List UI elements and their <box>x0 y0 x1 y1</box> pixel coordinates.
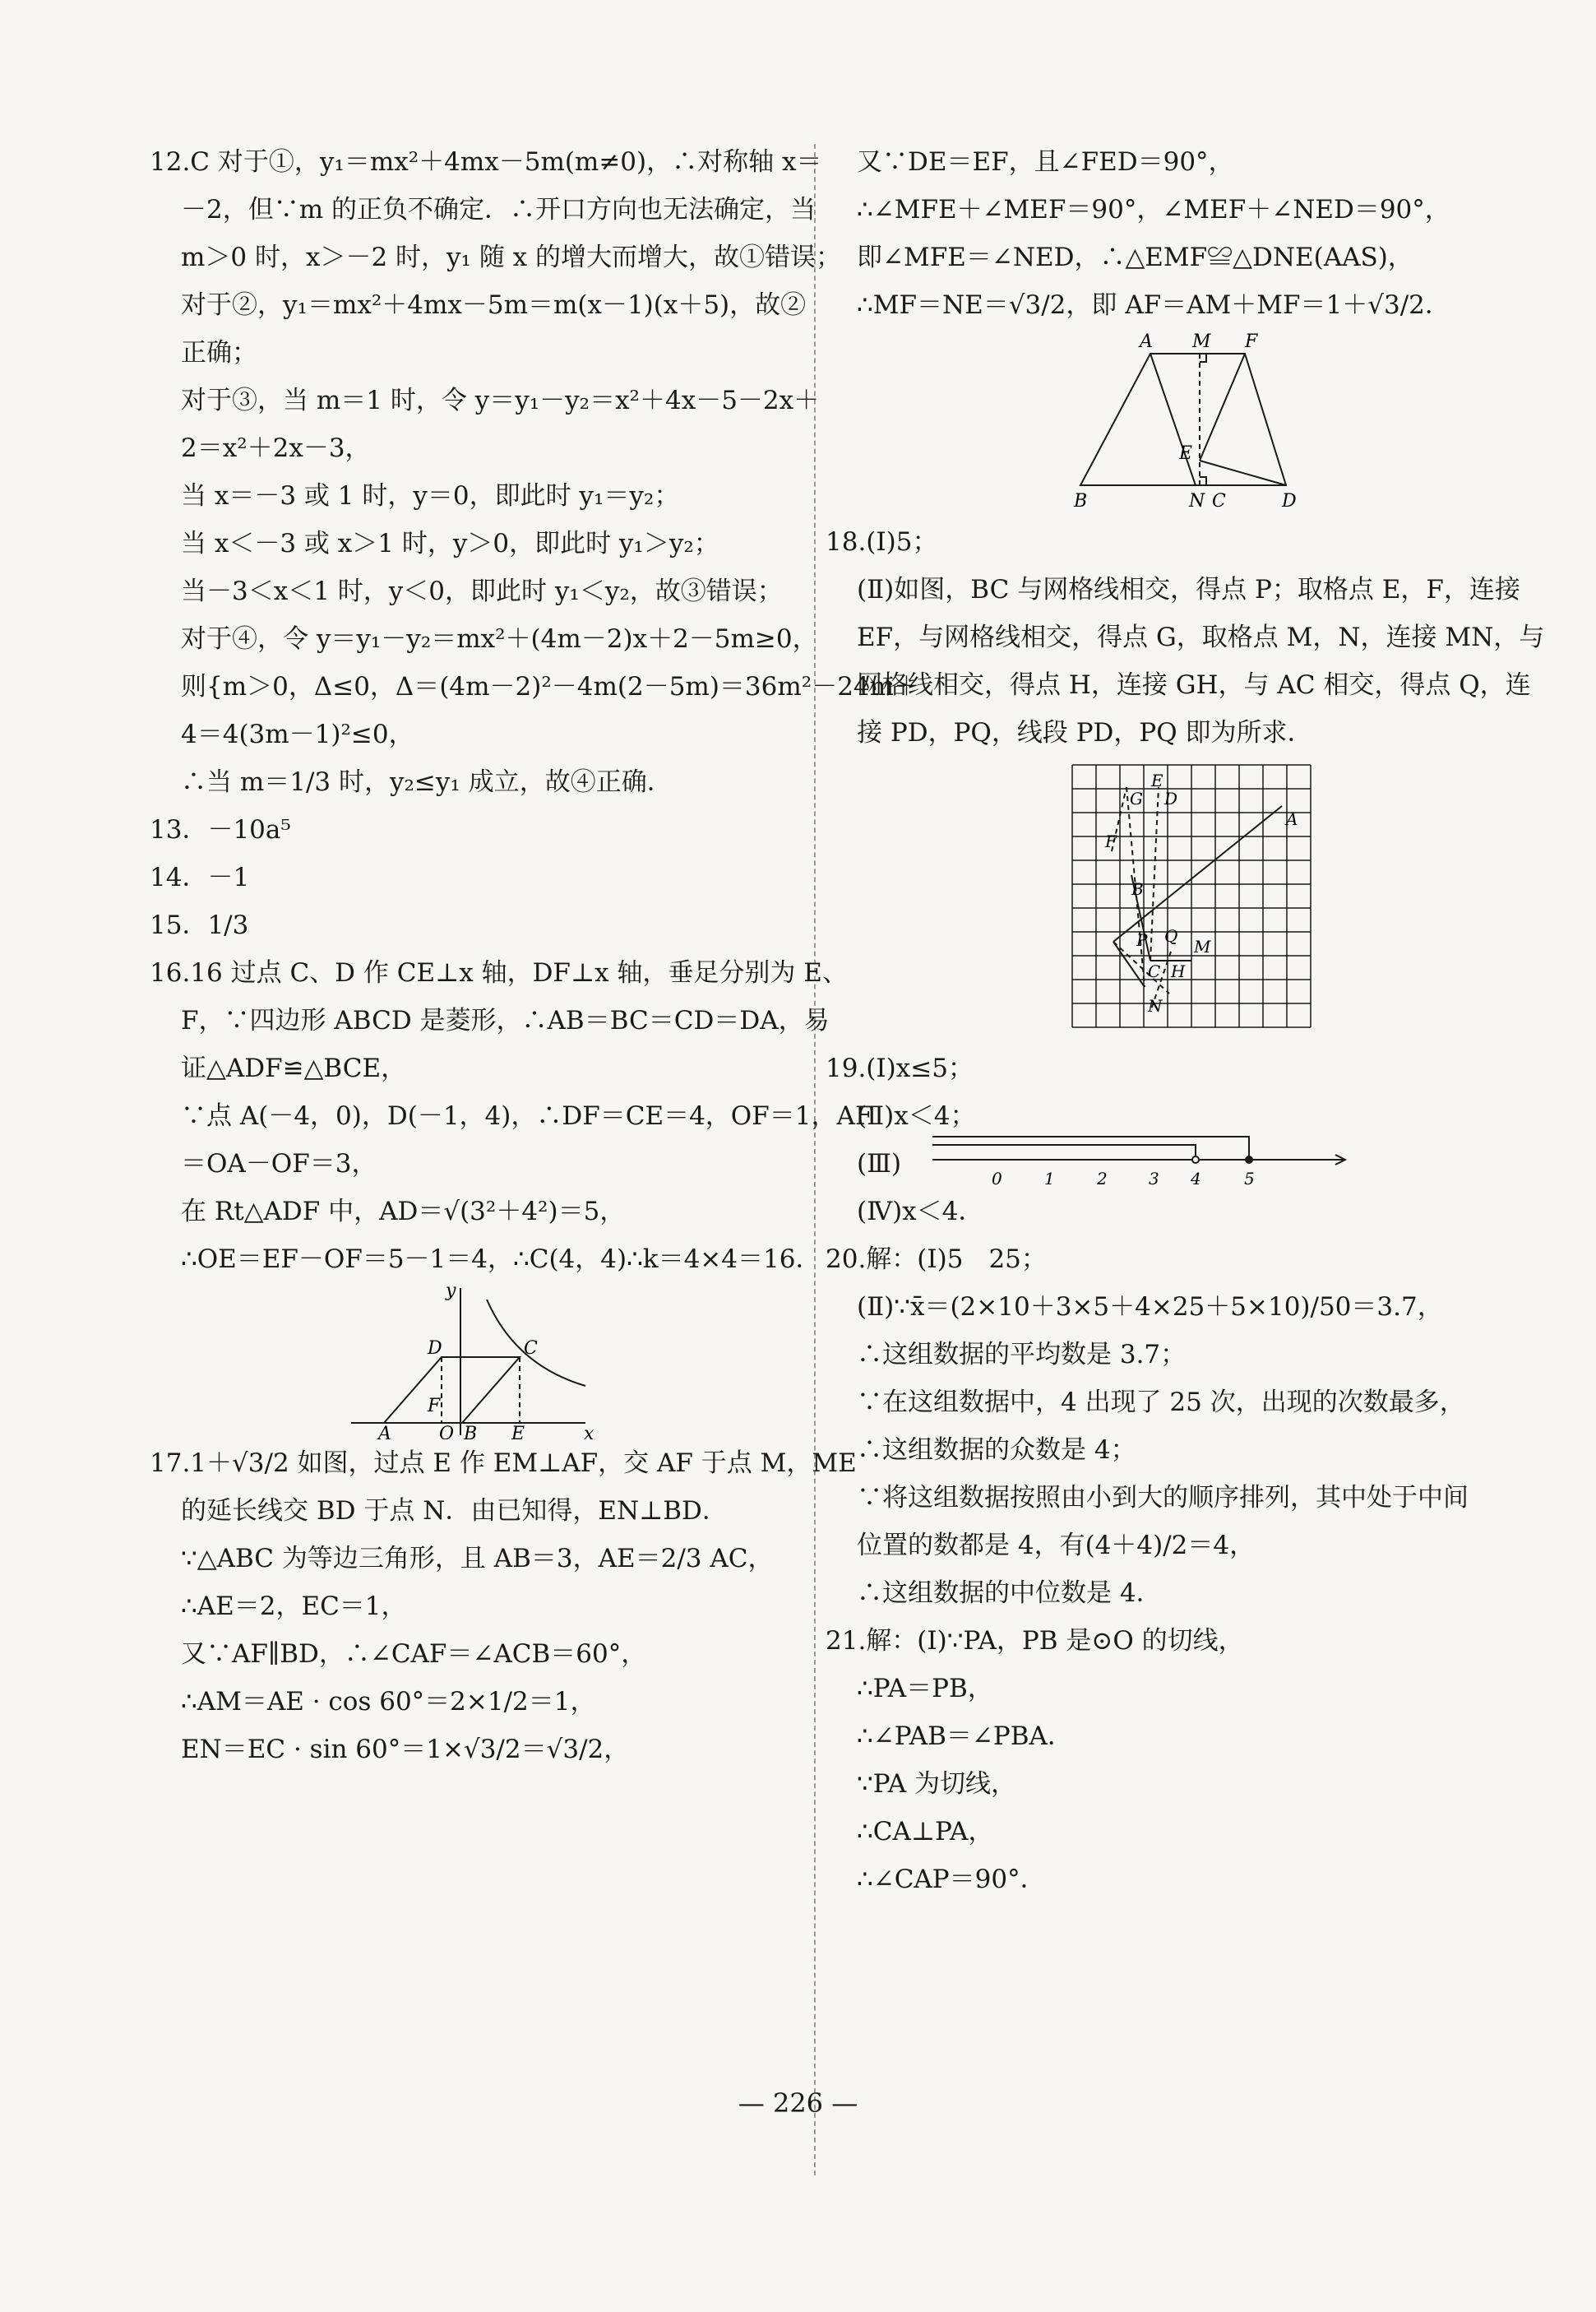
answer-18 <box>826 518 1545 757</box>
point-label-o: O <box>439 1424 455 1439</box>
text-line: EN＝EC · sin 60°＝1×√3/2＝√3/2， <box>181 1735 630 1764</box>
point-label-g: G <box>1130 789 1143 809</box>
text-line: ∴这组数据的众数是 4； <box>857 1435 1136 1465</box>
text-line: ∴PA＝PB， <box>857 1674 993 1703</box>
text-line: 网格线相交，得点 H，连接 GH，与 AC 相交，得点 Q，连 <box>857 670 1531 700</box>
point-label-m: M <box>1192 331 1211 352</box>
text-line: ∵点 A(－4，0)，D(－1，4)，∴DF＝CE＝4，OF＝1，AF <box>181 1101 873 1131</box>
point-label-c: C <box>1148 961 1161 981</box>
text-line: ∴当 m＝1/3 时，y₂≤y₁ 成立，故④正确． <box>181 767 673 797</box>
text-line: ∴∠MFE＋∠MEF＝90°，∠MEF＋∠NED＝90°， <box>857 195 1450 225</box>
answer-14: 14．－1 <box>150 863 250 892</box>
text-line: －2，但∵m 的正负不确定．∴开口方向也无法确定，当 <box>181 195 816 225</box>
answer-17-continued <box>826 138 1508 329</box>
text-line: ∵△ABC 为等边三角形，且 AB＝3，AE＝2/3 AC， <box>181 1544 774 1573</box>
text-line: 16.16 过点 C、D 作 CE⊥x 轴，DF⊥x 轴，垂足分别为 E、 <box>150 958 848 988</box>
tick-label-3: 3 <box>1149 1169 1159 1188</box>
point-label-d: D <box>1164 789 1178 809</box>
text-line: ＝OA－OF＝3， <box>181 1149 377 1179</box>
text-line: 对于③，当 m＝1 时，令 y＝y₁－y₂＝x²＋4x－5－2x＋ <box>181 386 820 415</box>
point-label-a: A <box>1140 331 1153 352</box>
text-line: (Ⅱ)x＜4； <box>857 1101 976 1131</box>
point-label-c: C <box>1212 491 1226 512</box>
text-line: 2＝x²＋2x－3， <box>181 433 371 463</box>
text-line: EF，与网格线相交，得点 G，取格点 M，N，连接 MN，与 <box>857 623 1545 652</box>
point-label-m: M <box>1194 937 1211 957</box>
page-number: — 226 — <box>738 2087 858 2119</box>
answer-16 <box>150 949 873 1283</box>
point-label-f: F <box>1105 832 1117 851</box>
text-line: (Ⅲ) <box>857 1149 902 1179</box>
tick-label-1: 1 <box>1044 1169 1055 1188</box>
point-label-a: A <box>378 1424 391 1439</box>
text-line: 接 PD，PQ，线段 PD，PQ 即为所求． <box>857 718 1313 748</box>
point-label-q: Q <box>1164 926 1178 946</box>
text-line: m＞0 时，x＞－2 时，y₁ 随 x 的增大而增大，故①错误； <box>181 243 842 272</box>
text-line: 位置的数都是 4，有(4＋4)/2＝4， <box>857 1531 1256 1560</box>
point-label-n: N <box>1148 996 1163 1016</box>
text-line: 21.解：(Ⅰ)∵PA，PB 是⊙O 的切线， <box>826 1626 1244 1656</box>
text-line: ∴这组数据的平均数是 3.7； <box>857 1340 1187 1369</box>
tick-label-0: 0 <box>992 1169 1002 1188</box>
text-line: 当 x＜－3 或 x＞1 时，y＞0，即此时 y₁＞y₂； <box>181 529 719 558</box>
point-label-a: A <box>1286 809 1298 829</box>
figure-16-rhombus <box>150 1283 807 1439</box>
text-line: 4＝4(3m－1)²≤0， <box>181 720 414 749</box>
text-line: (Ⅱ)∵x̄＝(2×10＋3×5＋4×25＋5×10)/50＝3.7， <box>857 1292 1443 1322</box>
figure-17-trapezoid <box>826 329 1508 518</box>
text-line: ∴MF＝NE＝√3/2，即 AF＝AM＋MF＝1＋√3/2． <box>857 290 1450 320</box>
text-line: 当－3＜x＜1 时，y＜0，即此时 y₁＜y₂，故③错误； <box>181 577 783 606</box>
number-line <box>924 1128 1352 1194</box>
text-line: 17.1＋√3/2 如图，过点 E 作 EM⊥AF，交 AF 于点 M，ME <box>150 1448 857 1478</box>
column-divider <box>814 144 816 2175</box>
answer-19 <box>826 1045 1508 1235</box>
text-line: ∴OE＝EF－OF＝5－1＝4，∴C(4，4)∴k＝4×4＝16． <box>181 1244 821 1274</box>
text-line: 在 Rt△ADF 中，AD＝√(3²＋4²)＝5， <box>181 1197 626 1226</box>
text-line: F，∵四边形 ABCD 是菱形，∴AB＝BC＝CD＝DA，易 <box>181 1006 830 1036</box>
text-line: 即∠MFE＝∠NED，∴△EMF≌△DNE(AAS)， <box>857 243 1413 272</box>
text-line: 证△ADF≌△BCE， <box>181 1054 407 1083</box>
point-label-d: D <box>428 1338 442 1359</box>
text-line: ∵在这组数据中，4 出现了 25 次，出现的次数最多， <box>857 1388 1465 1417</box>
answer-21 <box>826 1617 1508 1903</box>
text-line: (Ⅱ)如图，BC 与网格线相交，得点 P；取格点 E，F，连接 <box>857 575 1520 605</box>
point-label-e: E <box>1179 443 1193 464</box>
point-label-n: N <box>1189 491 1205 512</box>
point-label-d: D <box>1282 491 1297 512</box>
text-line: (Ⅳ)x＜4． <box>857 1197 984 1226</box>
tick-label-2: 2 <box>1097 1169 1108 1188</box>
text-line: 18.(Ⅰ)5； <box>826 527 938 557</box>
point-label-e: E <box>511 1424 525 1439</box>
text-line: ∴CA⊥PA， <box>857 1817 994 1846</box>
answer-17 <box>150 1439 857 1773</box>
text-line: ∴∠CAP＝90°． <box>857 1865 1046 1894</box>
point-label-p: P <box>1136 930 1148 950</box>
axis-label-x: x <box>584 1424 594 1439</box>
point-label-b: B <box>464 1424 478 1439</box>
point-label-h: H <box>1171 961 1186 981</box>
text-line: 又∵DE＝EF，且∠FED＝90°， <box>857 147 1234 177</box>
text-line: 12.C 对于①，y₁＝mx²＋4mx－5m(m≠0)，∴对称轴 x＝ <box>150 147 822 177</box>
point-label-e: E <box>1151 771 1163 790</box>
text-line: ∴AM＝AE · cos 60°＝2×1/2＝1， <box>181 1687 596 1717</box>
point-label-b: B <box>1074 491 1088 512</box>
text-line: 对于②，y₁＝mx²＋4mx－5m＝m(x－1)(x＋5)，故② <box>181 290 807 320</box>
answer-20 <box>826 1235 1508 1617</box>
answer-15: 15．1/3 <box>150 910 249 940</box>
text-line: ∴AE＝2，EC＝1， <box>181 1592 407 1621</box>
tick-label-4: 4 <box>1191 1169 1201 1188</box>
text-line: ∵PA 为切线， <box>857 1769 1016 1799</box>
point-label-c: C <box>524 1338 538 1359</box>
tick-label-5: 5 <box>1244 1169 1255 1188</box>
point-label-b: B <box>1131 879 1144 899</box>
text-line: 的延长线交 BD 于点 N．由已知得，EN⊥BD． <box>181 1496 728 1526</box>
point-label-f: F <box>428 1396 441 1416</box>
number-line-row <box>826 1140 1508 1188</box>
right-column <box>826 138 1545 1903</box>
text-line: 20.解：(Ⅰ)5 25； <box>826 1244 1047 1274</box>
text-line: ∴这组数据的中位数是 4． <box>857 1578 1162 1608</box>
point-label-f: F <box>1245 331 1258 352</box>
axis-label-y: y <box>446 1283 456 1301</box>
text-line: 19.(Ⅰ)x≤5； <box>826 1054 974 1083</box>
text-line: ∴∠PAB＝∠PBA． <box>857 1721 1073 1751</box>
text-line: 正确； <box>181 338 257 368</box>
text-line: 当 x＝－3 或 1 时，y＝0，即此时 y₁＝y₂； <box>181 481 680 511</box>
text-line: 对于④，令 y＝y₁－y₂＝mx²＋(4m－2)x＋2－5m≥0， <box>181 624 818 654</box>
text-line: 则{m＞0，Δ≤0，Δ＝(4m－2)²－4m(2－5m)＝36m²－24m＋ <box>181 672 920 702</box>
figure-18-grid <box>826 757 1508 1045</box>
answer-13: 13．－10a⁵ <box>150 815 291 845</box>
text-line: 又∵AF∥BD，∴∠CAF＝∠ACB＝60°， <box>181 1639 647 1669</box>
text-line: ∵将这组数据按照由小到大的顺序排列，其中处于中间 <box>857 1483 1469 1513</box>
